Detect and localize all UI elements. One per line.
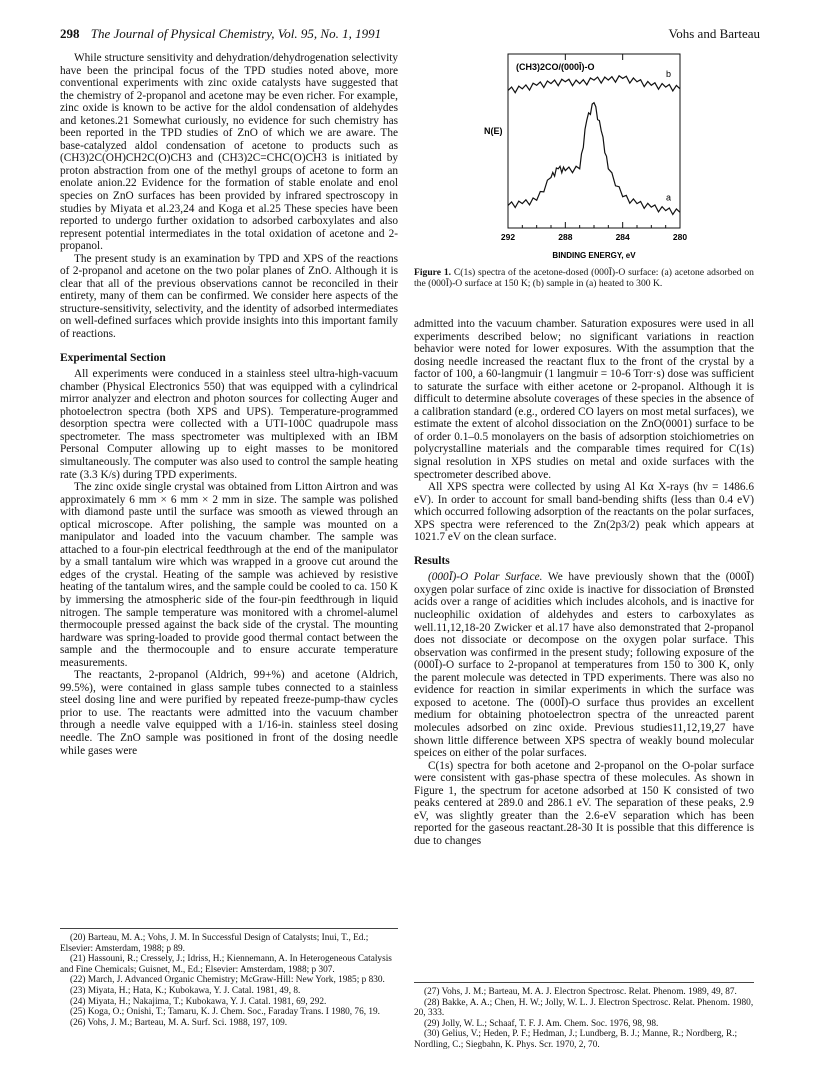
xps-spectrum-chart [480, 46, 716, 264]
reference-item: (25) Koga, O.; Onishi, T.; Tamaru, K. J. Chem. Soc., Faraday Trans. I 1980, 76, 19. [70, 1007, 380, 1018]
figure-caption [414, 267, 754, 289]
figure-caption-label: Figure 1. [414, 267, 452, 278]
running-authors: Vohs and Barteau [668, 26, 760, 41]
intro-paragraph-1: While structure sensitivity and dehydration/dehydrogenation selectivity have been the principal focus of the TPD studies noted above, more conventional experiments with zinc oxide catalysts have suggested that the chemistry of 2-propanol and acetone may be even richer. For example, zinc oxide is known to be active for the aldol condensation of aldehydes and ketones.21 Somewhat curiously, no evidence for such chemistry has been reported in the TPD studies of ZnO of which we are aware. The base-catalyzed aldol condensation of acetone to products such as (CH3)2C(OH)CH2C(O)CH3 and (CH3)2C=CHC(O)CH3 is initiated by proton abstraction from one of the methyl groups of acetone to form an enolate anion.22 Evidence for the formation of stable enolate and enol species on ZnO surfaces has been provided by infrared spectroscopy in studies by Miyata et al.23,24 and Koga et al.25 These species have been reported to undergo further oxidation to adsorbed carboxylates and also represent potential intermediates in the total oxidation of acetone and 2-propanol. [60, 52, 398, 253]
x-tick-label: 280 [672, 232, 688, 242]
results-paragraph-1-text: We have previously shown that the (000Ī) oxygen polar surface of zinc oxide is inactive for dissociation of Brønsted acids over a range of acidities which includes alcohols, and is inactive for nucleophilic oxidation of aldehydes and esters to carboxylates as well.11,12,18-20 Zwicker et al.17 have also demonstrated that 2-propanol does not dissociate or decompose on the oxygen polar surface. This observation was confirmed in the present study; following exposure of the (000Ī)-O surface to 2-propanol at temperatures from 150 to 300 K, only the parent molecule was detected in TPD experiments. There was also no evidence for reaction in similar experiments in which the surface was exposed to acetone. The (000Ī)-O surface thus provides an excellent medium for obtaining photoelectron spectra of the unreacted parent molecules adsorbed on zinc oxide. Previous studies11,12,19,27 have shown little difference between XPS spectra of weakly bound molecular speices on either of the polar surfaces. [414, 571, 755, 760]
reference-item: (30) Gelius, V.; Heden, P. F.; Hedman, J.; Lundberg, B. J.; Manne, R.; Nordberg, R.; Nordling, C.; Siegbahn, K. Phys. Scr. 1970, 2, 70. [414, 1029, 738, 1050]
reference-item: (20) Barteau, M. A.; Vohs, J. M. In Successful Design of Catalysts; Inui, T., Ed.; Elsevier: Amsterdam, 1988; p 89. [60, 933, 369, 954]
figure-1 [480, 46, 716, 264]
x-tick-label: 292 [500, 232, 516, 242]
figure-caption-text: C(1s) spectra of the acetone-dosed (000Ī)-O surface: (a) acetone adsorbed on the (000Ī)-O surface at 150 K; (b) sample in (a) heated to 300 K. [414, 267, 754, 289]
y-axis-label: N(E) [484, 126, 503, 136]
page-header [60, 26, 760, 42]
page-number: 298 [60, 26, 80, 41]
journal-title: The Journal of Physical Chemistry, Vol. 95, No. 1, 1991 [90, 26, 382, 41]
series-line-a [508, 103, 680, 215]
reference-item: (24) Miyata, H.; Nakajima, T.; Kubokawa, Y. J. Catal. 1981, 69, 292. [70, 996, 327, 1007]
references-left [60, 928, 398, 1028]
references-right [414, 982, 754, 1051]
section-heading-experimental: Experimental Section [60, 351, 166, 364]
right-column [414, 318, 754, 847]
series-label-a: a [666, 192, 672, 203]
intro-paragraph-2: The present study is an examination by TPD and XPS of the reactions of 2-propanol and acetone on the two polar planes of ZnO. Although it is clear that all of the previous observations cannot be reconciled in their entirety, many of them can be confirmed. We consider here aspects of the structure-sensitivity, selectivity, and the identity of adsorbed intermediates on well-defined surfaces which provide insights into this important family of reactions. [60, 252, 398, 341]
reference-item: (28) Bakke, A. A.; Chen, H. W.; Jolly, W. L. J. Electron Spectrosc. Relat. Phenom. 1980, 20, 333. [414, 997, 754, 1019]
left-column [60, 52, 398, 757]
reference-item: (22) March, J. Advanced Organic Chemistry; McGraw-Hill: New York, 1985; p 830. [70, 975, 385, 986]
reference-item: (27) Vohs, J. M.; Barteau, M. A. J. Electron Spectrosc. Relat. Phenom. 1989, 49, 87. [424, 987, 737, 997]
reference-item: (26) Vohs, J. M.; Barteau, M. A. Surf. Sci. 1988, 197, 109. [70, 1017, 288, 1028]
x-axis-label: BINDING ENERGY, eV [552, 251, 636, 260]
reference-item: (29) Jolly, W. L.; Schaaf, T. F. J. Am. Chem. Soc. 1976, 98, 98. [424, 1018, 659, 1029]
experimental-paragraph-3: The reactants, 2-propanol (Aldrich, 99+%) and acetone (Aldrich, 99.5%), were contained in glass sample tubes connected to a stainless steel dosing line and were purified by repeated freeze-pump-thaw cycles prior to use. The reactants were admitted into the vacuum chamber through a needle valve equipped with a 1/16-in. stainless steel dosing needle. The ZnO sample was positioned in front of the dosing needle while gases were [60, 669, 398, 757]
figure-label-top: (CH3)2CO/(000Ī)-O [516, 62, 595, 72]
reference-item: (23) Miyata, H.; Hata, K.; Kubokawa, Y. J. Catal. 1981, 49, 8. [70, 985, 301, 996]
series-line-b [508, 76, 680, 93]
results-subheading: (000Ī)-O Polar Surface. [428, 571, 543, 584]
results-paragraph-2: C(1s) spectra for both acetone and 2-propanol on the O-polar surface were consistent with gas-phase spectra of these molecules. As shown in Figure 1, the spectrum for acetone adsorbed at 150 K consisted of two peaks centered at 289.0 and 286.1 eV. The separation of these peaks, 2.9 eV, was slightly greater than the 2.6-eV separation which has been reported for the gaseous reactant.28-30 It is possible that this difference is due to changes [414, 759, 754, 847]
section-heading-results: Results [414, 554, 450, 567]
x-tick-label: 284 [615, 232, 630, 242]
experimental-paragraph-1: All experiments were conduced in a stainless steel ultra-high-vacuum chamber (Physical Electronics 550) that was equipped with a cylindrical mirror analyzer and electron and photon sources for collecting Auger and photoelectron spectra (both XPS and UPS). Temperature-programmed desorption spectra were collected with a UTI-100C quadrupole mass spectrometer. The mass spectrometer was multiplexed with an IBM Personal Computer allowing up to eight masses to be monitored simultaneously. The computer was also used to control the sample heating rate (3.3 K/s) during TPD experiments. [60, 368, 398, 481]
x-tick-label: 288 [558, 232, 573, 242]
reference-item: (21) Hassouni, R.; Cressely, J.; Idriss, H.; Kiennemann, A. In Heterogeneous Catalysis and Fine Chemicals; Guisnet, M., Ed.; Elsevier: Amsterdam, 1988; p 307. [60, 954, 392, 975]
results-paragraph-1 [414, 571, 754, 759]
right-paragraph-1: admitted into the vacuum chamber. Saturation exposures were used in all experiments described below; no significant variations in reaction behavior were noted for lower exposures. With the assumption that the dosing needle increased the reactant flux to the front of the crystal by a factor of 100, a 60-langmuir (1 langmuir = 10-6 Torr·s) dose was sufficient to saturate the surface with either acetone or 2-propanol. Although it is difficult to determine absolute coverages of these species in the absence of a calibration standard (e.g., ordered CO layers on most metal surfaces), we estimate the extent of alcohol dissociation on the ZnO(0001) surface to be of order 0.1–0.5 monolayers on the basis of adsorption stoichiometries on polycrystalline materials and the comparable times required for C(1s) signal resolution in XPS studies on metal and oxide surfaces with the spectrometer described above. [414, 318, 754, 481]
right-paragraph-2: All XPS spectra were collected by using Al Kα X-rays (hν = 1486.6 eV). In order to account for small band-bending shifts (less than 0.4 eV) which occurred following adsorption of the reactants on the polar surfaces, XPS spectra were referenced to the Zn(2p3/2) peak which appears at 1021.7 eV on the clean surface. [414, 481, 754, 544]
series-label-b: b [666, 68, 672, 79]
experimental-paragraph-2: The zinc oxide single crystal was obtained from Litton Airtron and was approximately 6 mm × 6 mm × 2 mm in size. The sample was polished with diamond paste until the surface was smooth as viewed through an optical microscope. After polishing, the sample was mounted on a manipulator and loaded into the vacuum chamber. The sample was attached to a four-pin electrical feedthrough at the end of the manipulator by a small tantalum wire which was wrapped in a groove cut around the edges of the crystal. Heating of the sample was achieved by resistive heating of the tantalum wires, and the sample could be cooled to ca. 150 K by immersing the atmospheric side of the four-pin feedthrough in liquid nitrogen. The sample temperature was monitored with a chromel-alumel thermocouple pressed against the back side of the crystal. The mounting hardware was spring-loaded to provide good thermal contact between the sample and the thermocouple and to ensure accurate temperature measurements. [60, 481, 398, 669]
